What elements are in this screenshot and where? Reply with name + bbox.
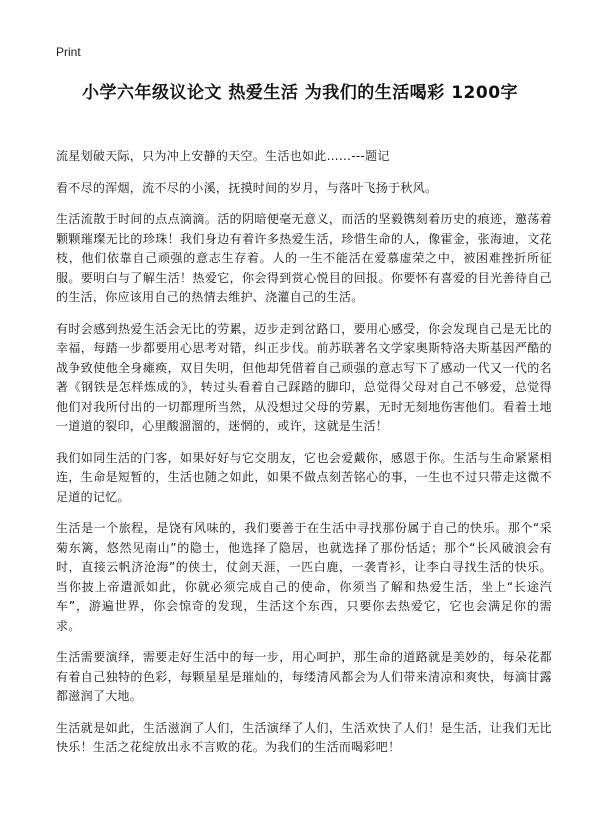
article-paragraph: 生活流散于时间的点点滴滴。活的阴暗便毫无意义，而活的坚毅镌刻着历史的痕迹，邀荡着颗颗璀璨无比的珍珠！我们身边有着许多热爱生活，珍惜生命的人，像霍金，张海迪，文花枝，他们依靠自己顽强的意志生存着。人的一生不能活在爱慕虚荣之中，被困难挫折所征服。要明白与了解生活！热爱它，你会得到赏心悦目的回报。你要怀有喜爱的目光善待自己的生活，你应该用自己的热情去维护、浇灌自己的生活。 bbox=[56, 212, 552, 304]
article-paragraph: 有时会感到热爱生活会无比的劳累，迈步走到岔路口，要用心感受，你会发现自己是无比的幸福，每踏一步都要用心思考对错，纠正步伐。前苏联著名文学家奥斯特洛夫斯基因严酷的战争致使他全身瘫痪，双目失明，但他却凭借着自己顽强的意志写下了感动一代又一代的名著《钢铁是怎样炼成的》，转过头看着自己踩踏的脚印，总觉得父母对自己不够爱，总觉得他们对我所付出的一切都理所当然，从没想过父母的劳累，无时无刻地伤害他们。看着土地一道道的裂印，心里酸溜溜的，迷惘的，或许，这就是生活！ bbox=[56, 321, 552, 433]
article-paragraph: 我们如同生活的门客，如果好好与它交朋友，它也会爱戴你，感恩于你。生活与生命紧紧相连，生命是短暂的，生活也随之如此，如果不做点刻苦铭心的事，一生也不过只带走这微不足道的记忆。 bbox=[56, 450, 552, 504]
article-paragraph: 生活就是如此，生活滋润了人们，生活演绎了人们，生活欢快了人们！是生活，让我们无比快乐！生活之花绽放出永不言败的花。为我们的生活而喝彩吧！ bbox=[56, 720, 552, 754]
article-title: 小学六年级议论文 热爱生活 为我们的生活喝彩 1200字 bbox=[81, 83, 519, 103]
print-link[interactable]: Print bbox=[56, 45, 81, 59]
article-paragraph: 生活是一个旅程，是饶有风味的，我们要善于在生活中寻找那份属于自己的快乐。那个“采菊东篱，悠然见南山”的隐士，他选择了隐居，也就选择了那份恬适；那个“长风破浪会有时，直接云帆济沧海”的侠士，仗剑天涯，一匹白鹿，一袭青衫，让李白寻找生活的快乐。当你披上帝遣派如此，你就必须完成自己的使命，你须当了解和热爱生活，坐上“长途汽车”，游遍世界，你会惊奇的发现，生活这个东西，只要你去热爱它，它也会满足你的需求。 bbox=[56, 521, 552, 633]
article-paragraph: 看不尽的浑烟，流不尽的小溪，抚摸时间的岁月，与落叶飞扬于秋风。 bbox=[56, 180, 438, 195]
article-paragraph: 生活需要演绎，需要走好生活中的每一步，用心呵护，那生命的道路就是美妙的，每朵花都有着自己独特的色彩，每颗星星是璀灿的，每缕清风都会为人们带来清凉和爽快，每滴甘露都滋润了大地。 bbox=[56, 650, 552, 703]
article-paragraph: 流星划破天际，只为冲上安静的天空。生活也如此……---题记 bbox=[56, 149, 390, 163]
article-body bbox=[56, 147, 552, 770]
